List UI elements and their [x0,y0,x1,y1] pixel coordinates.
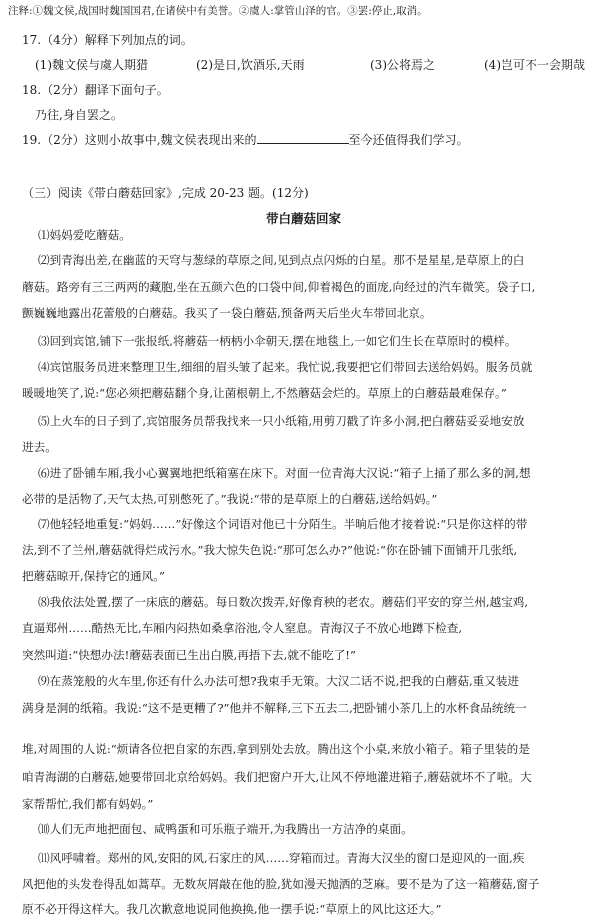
section-3-heading: （三）阅读《带白蘑菇回家》,完成 20-23 题。(12分) [22,186,309,200]
passage-line: ⑴妈妈爱吃蘑菇。 [38,228,131,242]
passage-line: 把蘑菇晾开,保持它的通风。” [22,569,165,583]
question-18-sentence: 乃往,身自罢之。 [35,108,123,122]
q17-option-2: (2)是日,饮酒乐,天雨 [196,58,305,72]
passage-line: 原不必开得这样大。我几次歉意地说同他换换,他一摆手说:“草原上的风比这还大。” [22,902,442,916]
question-17-stem: 17.（4分）解释下列加点的词。 [22,33,193,47]
passage-line: ⑻我依法处置,摆了一床底的蘑菇。每日数次拨弄,好像育秧的老农。蘑菇们平安的穿兰州,越宝鸡, [38,595,529,609]
answer-blank[interactable] [257,131,349,144]
passage-line: ⑵到青海出差,在幽蓝的天穹与葱绿的草原之间,见到点点闪烁的白星。那不是星星,是草原上的白 [38,253,525,267]
passage-line: 法,到不了兰州,蘑菇就得烂成污水。”我大惊失色说:“那可怎么办?”他说:“你在卧铺下面铺开几张纸, [22,543,518,557]
q17-option-3: (3)公将焉之 [370,58,435,72]
passage-line: 蘑菇。路旁有三三两两的藏胞,坐在五颜六色的口袋中间,仰着褐色的面庞,向经过的汽车微笑。袋子口, [22,280,536,294]
footnotes: 注释:①魏文侯,战国时魏国国君,在诸侯中有美誉。②虞人:掌管山泽的官。③罢:停止,取消。 [8,5,428,17]
passage-line: 颤巍巍地露出花蕾般的白蘑菇。我买了一袋白蘑菇,预备两天后坐火车带回北京。 [22,306,432,320]
question-19-before: 19.（2分）这则小故事中,魏文侯表现出来的 [22,133,257,147]
question-19 [22,131,469,148]
passage-line: 咱青海湖的白蘑菇,她要带回北京给妈妈。我们把窗户开大,让风不停地灌进箱子,蘑菇就坏不了啦。大 [22,770,532,784]
passage-line: ⑷宾馆服务员进来整理卫生,细细的眉头皱了起来。我忙说,我要把它们带回去送给妈妈。服务员就 [38,360,533,374]
q17-option-4: (4)岂可不一会期哉 [484,58,585,72]
question-19-after: 至今还值得我们学习。 [348,133,469,147]
passage-line: 堆,对周围的人说:“烦请各位把自家的东西,拿到别处去放。腾出这个小桌,来放小箱子。箱子里装的是 [22,742,530,756]
passage-line: ⑺他轻轻地重复:“妈妈……”好像这个词语对他已十分陌生。半晌后他才接着说:“只是你这样的带 [38,517,528,531]
passage-line: ⑹进了卧铺车厢,我小心翼翼地把纸箱塞在床下。对面一位青海大汉说:“箱子上捅了那么多的洞,想 [38,466,531,480]
passage-line: 暖暖地笑了,说:“您必须把蘑菇翻个身,让菌根朝上,不然蘑菇会烂的。草原上的白蘑菇最难保存。” [22,386,507,400]
passage-line: ⑽人们无声地把面包、咸鸭蛋和可乐瓶子端开,为我腾出一方洁净的桌面。 [38,822,413,836]
passage-line: ⑸上火车的日子到了,宾馆服务员帮我找来一只小纸箱,用剪刀戳了许多小洞,把白蘑菇妥妥地安放 [38,414,525,428]
passage-line: 突然叫道:“快想办法!蘑菇表面已生出白膜,再捂下去,就不能吃了!” [22,648,356,662]
question-18-stem: 18.（2分）翻译下面句子。 [22,83,169,97]
passage-line: ⑼在蒸笼般的火车里,你还有什么办法可想?我束手无策。大汉二话不说,把我的白蘑菇,重又装进 [38,674,520,688]
passage-line: 风把他的头发卷得乱如蒿草。无数灰屑敲在他的脸,犹如漫天抛洒的芝麻。要不是为了这一箱蘑菇,窗子 [22,877,540,891]
passage-title: 带白蘑菇回家 [265,211,341,226]
passage-line: 进去。 [22,440,57,454]
passage-line: 满身是洞的纸箱。我说:“这不是更糟了?”他并不解释,三下五去二,把卧铺小茶几上的水杯食品统统一 [22,701,527,715]
q17-option-1: (1)魏文侯与虞人期猎 [35,58,148,72]
passage-line: 直逼郑州……酷热无比,车厢内闷热如桑拿浴池,令人窒息。青海汉子不放心地蹲下检查, [22,621,463,635]
passage-line: 必带的是活物了,天气太热,可别憋死了。”我说:“带的是草原上的白蘑菇,送给妈妈。” [22,492,438,506]
passage-line: 家帮帮忙,我们都有妈妈。” [22,797,154,811]
passage-line: ⑶回到宾馆,铺下一张报纸,将蘑菇一柄柄小伞朝天,摆在地毯上,一如它们生长在草原时的模样。 [38,334,517,348]
passage-line: ⑾风呼啸着。郑州的风,安阳的风,石家庄的风……穿箱而过。青海大汉坐的窗口是迎风的一面,疾 [38,851,525,865]
